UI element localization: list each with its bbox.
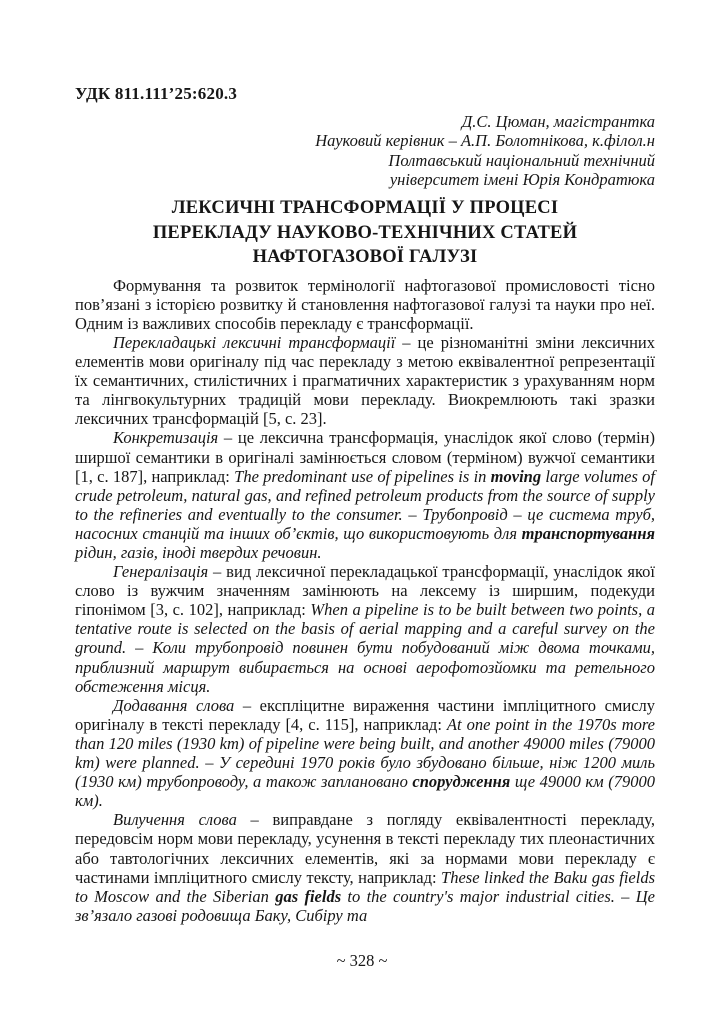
paragraph — [75, 810, 655, 925]
paragraph — [75, 333, 655, 428]
text-run: large volumes of crude petroleum, natural gas, and refined petroleum products from the source of supply to the refineries and eventually to the consumer. – Трубопровід – це система труб, насосних станцій та інших об’єктів, що використовують для — [75, 466, 655, 543]
byline-line: Д.С. Цюман, магістрантка — [461, 112, 655, 131]
text-run: Конкретизація — [113, 428, 219, 448]
byline-line: Науковий керівник – А.П. Болотнікова, к.філол.н — [315, 131, 655, 151]
text-run: – це лексична трансформація, унаслідок якої слово (термін) ширшої семантики в оригіналі замінюється словом (терміном) вужчої семантики [1, с. 187], наприклад: — [75, 428, 655, 486]
text-run: спорудження — [412, 772, 511, 792]
text-run: – це різноманітні зміни лексичних елементів мови оригіналу під час перекладу з метою еквівалентної репрезентації їх семантичних, стилістичних і прагматичних характеристик з урахуванням норм та лінгвокультурних традицій мови перекладу. Виокремлюють такі зразки лексичних трансформацій [5, с. 23]. — [75, 332, 655, 429]
paragraph — [75, 428, 655, 562]
page-content — [75, 0, 655, 925]
author-affiliation-block — [75, 112, 655, 189]
text-run: moving — [490, 466, 542, 486]
text-run: – виправдане з погляду еквівалентності перекладу, передовсім норм мови перекладу, усунення в тексті перекладу тих плеонастичних або тавтологічних лексичних елементів, які за нормами мови перекладу є частинами імпліцитного смислу тексту, наприклад: — [75, 810, 655, 887]
text-run: – експліцитне вираження частини імпліцитного смислу оригіналу в тексті перекладу [4, с. 115], наприклад: — [75, 695, 655, 734]
title-line: НАФТОГАЗОВОЇ ГАЛУЗІ — [252, 247, 478, 268]
byline-line: університет імені Юрія Кондратюка — [389, 169, 655, 189]
paragraph — [75, 696, 655, 811]
article-title — [75, 196, 655, 270]
text-run: Генералізація — [113, 562, 209, 582]
text-run: At one point in the 1970s more than 120 miles (1930 km) of pipeline were being built, and another 49000 miles (79000 km) were planned. – У середині 1970 років було збудовано більше, ніж 1200 миль (1930 км) трубопроводу, а також заплановано — [75, 714, 655, 792]
article-body — [75, 276, 655, 925]
byline-line: Полтавський національний технічний — [388, 150, 655, 170]
text-run: транспортування — [521, 523, 655, 543]
text-run: Перекладацькі лексичні трансформації — [113, 332, 396, 352]
text-run: Додавання слова — [113, 695, 235, 715]
title-line: ЛЕКСИЧНІ ТРАНСФОРМАЦІЇ У ПРОЦЕСІ — [171, 198, 559, 219]
text-run: gas fields — [275, 886, 342, 906]
title-line: ПЕРЕКЛАДУ НАУКОВО-ТЕХНІЧНИХ СТАТЕЙ — [152, 222, 578, 243]
text-run: ще 49000 км (79000 км). — [75, 772, 655, 811]
text-run: The predominant use of pipelines is in — [234, 466, 491, 486]
text-run: to the country's major industrial cities. – Це зв’язало газові родовища Баку, Сибіру та — [75, 886, 655, 925]
text-run: Вилучення слова — [113, 810, 237, 830]
paragraph — [75, 276, 655, 333]
text-run: рідин, газів, іноді твердих речовин. — [75, 543, 322, 562]
paragraph — [75, 562, 655, 696]
text-run: Формування та розвиток термінології нафтогазової промисловості тісно пов’язані з історією розвитку й становлення нафтогазової галузі та науки про неї. Одним із важливих способів перекладу є трансформації. — [75, 275, 655, 333]
text-run: – вид лексичної перекладацької трансформації, унаслідок якої слово із вужчим значенням замінюють на лексему із ширшим, подекуди гіпонімом [3, с. 102], наприклад: — [75, 562, 655, 620]
udc-code: УДК 811.111’25:620.3 — [75, 84, 238, 103]
text-run: These linked the Baku gas fields to Moscow and the Siberian — [75, 867, 655, 906]
page-number: ~ 328 ~ — [336, 951, 388, 970]
text-run: When a pipeline is to be built between two points, a tentative route is selected on the basis of aerial mapping and a careful survey on the ground. – Коли трубопровід повинен бути побудований між двома точками, приблизний маршрут вибирається на основі аерофотозйомки та ретельного обстеження місця. — [75, 600, 655, 696]
